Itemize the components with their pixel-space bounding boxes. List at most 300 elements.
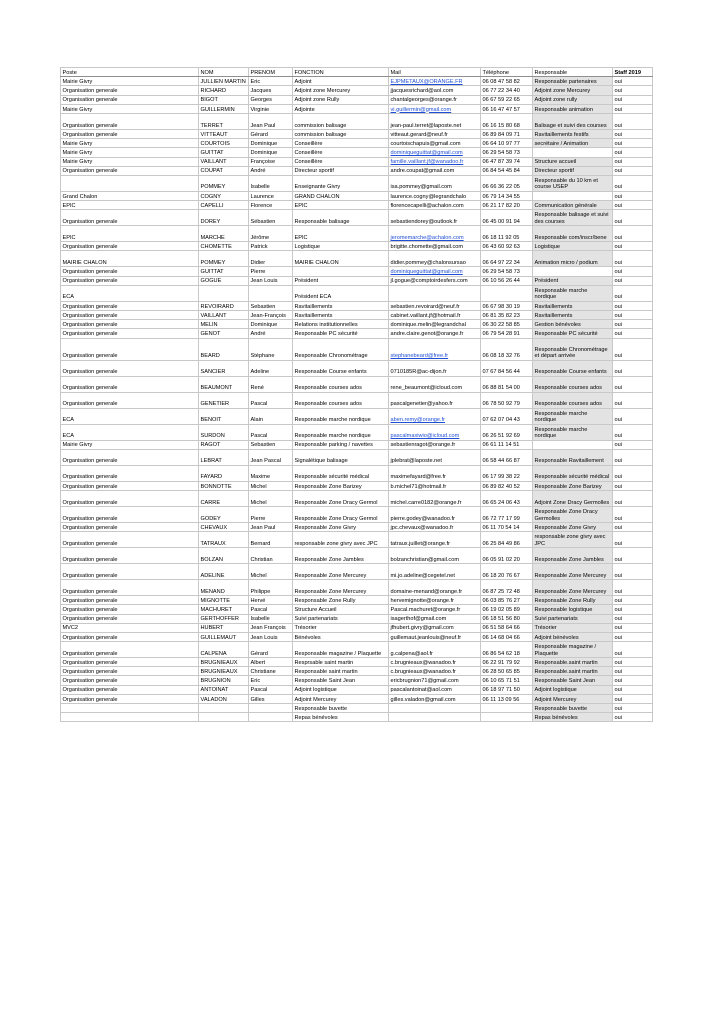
cell-nom: HUBERT bbox=[199, 623, 249, 632]
header-staff-2019: Staff 2019 bbox=[613, 68, 653, 77]
cell-prenom: Florence bbox=[249, 201, 293, 210]
cell-nom: VITTEAUT bbox=[199, 129, 249, 138]
cell-telephone: 06 08 18 32 76 bbox=[481, 338, 533, 360]
cell-prenom: Pierre bbox=[249, 267, 293, 276]
cell-prenom: Eric bbox=[249, 676, 293, 685]
cell-nom: BIGOT bbox=[199, 95, 249, 104]
cell-responsable: Responsable.saint martin bbox=[533, 667, 613, 676]
cell-nom: BOLZAN bbox=[199, 548, 249, 564]
cell-mail[interactable]: stephanebeard@free.fr bbox=[389, 338, 481, 360]
cell-staff: oui bbox=[613, 320, 653, 329]
table-row bbox=[61, 642, 653, 658]
cell-responsable: Responsable Zone Barizey bbox=[533, 481, 613, 490]
cell-fonction: Président bbox=[293, 276, 389, 285]
cell-mail: pascalantoinat@aol.com bbox=[389, 685, 481, 694]
cell-mail[interactable]: jeromemarche@achalon.com bbox=[389, 226, 481, 242]
cell-poste: Organisation generale bbox=[61, 113, 199, 129]
cell-fonction: GRAND CHALON bbox=[293, 191, 389, 200]
cell-staff: oui bbox=[613, 623, 653, 632]
cell-prenom: Jean Paul bbox=[249, 522, 293, 531]
cell-prenom bbox=[249, 704, 293, 713]
table-row bbox=[61, 95, 653, 104]
cell-nom: MACHURET bbox=[199, 605, 249, 614]
cell-poste bbox=[61, 713, 199, 722]
table-row bbox=[61, 580, 653, 596]
cell-fonction: Logistique bbox=[293, 242, 389, 251]
cell-telephone: 06 26 51 92 69 bbox=[481, 424, 533, 440]
cell-fonction: Relations institutionnelles bbox=[293, 320, 389, 329]
cell-mail: isagerthof@gmail.com bbox=[389, 614, 481, 623]
cell-nom: ADELINE bbox=[199, 564, 249, 580]
cell-poste: Organisation generale bbox=[61, 360, 199, 376]
cell-poste: Organisation generale bbox=[61, 267, 199, 276]
table-row bbox=[61, 86, 653, 95]
cell-poste: Organisation generale bbox=[61, 596, 199, 605]
cell-mail: isa.pommey@gmail.com bbox=[389, 175, 481, 191]
cell-mail: hervemignotte@orange.fr bbox=[389, 596, 481, 605]
cell-poste: Organisation generale bbox=[61, 242, 199, 251]
cell-staff: oui bbox=[613, 704, 653, 713]
cell-staff: oui bbox=[613, 440, 653, 449]
cell-mail bbox=[389, 704, 481, 713]
header-fonction: FONCTION bbox=[293, 68, 389, 77]
cell-staff: oui bbox=[613, 713, 653, 722]
cell-prenom: Albert bbox=[249, 658, 293, 667]
cell-nom: COUPAT bbox=[199, 166, 249, 175]
cell-telephone: 06 05 91 02 20 bbox=[481, 548, 533, 564]
cell-fonction: Conseillère bbox=[293, 139, 389, 148]
cell-fonction: Responsable Zone Mercurey bbox=[293, 580, 389, 596]
header-row bbox=[61, 68, 653, 77]
cell-responsable: Responsable Ravitaillement bbox=[533, 449, 613, 465]
cell-fonction: Responsable buvette bbox=[293, 704, 389, 713]
cell-telephone: 06 45 00 91 94 bbox=[481, 210, 533, 226]
cell-nom: POMMEY bbox=[199, 175, 249, 191]
cell-staff: oui bbox=[613, 113, 653, 129]
cell-poste: Organisation generale bbox=[61, 580, 199, 596]
cell-poste: Organisation generale bbox=[61, 129, 199, 138]
table-row bbox=[61, 285, 653, 301]
cell-staff: oui bbox=[613, 267, 653, 276]
cell-responsable: Responsable balisage et suivi des courses bbox=[533, 210, 613, 226]
cell-poste: Mairie Givry bbox=[61, 157, 199, 166]
cell-responsable: Responsable sécurité médical bbox=[533, 465, 613, 481]
table-row bbox=[61, 376, 653, 392]
cell-nom: MIGNOTTE bbox=[199, 596, 249, 605]
cell-nom: COURTOIS bbox=[199, 139, 249, 148]
table-row bbox=[61, 166, 653, 175]
cell-responsable bbox=[533, 440, 613, 449]
cell-telephone: 06 89 84 09 71 bbox=[481, 129, 533, 138]
cell-responsable: responsable zone givry avec JPC bbox=[533, 532, 613, 548]
table-row bbox=[61, 226, 653, 242]
cell-telephone: 06 10 65 71 51 bbox=[481, 676, 533, 685]
cell-nom: JULLIEN MARTIN bbox=[199, 77, 249, 86]
cell-poste: EPIC bbox=[61, 201, 199, 210]
cell-poste: MAIRIE CHALON bbox=[61, 251, 199, 267]
cell-telephone: 06 87 25 72 48 bbox=[481, 580, 533, 596]
cell-fonction: Resprsable saint martin bbox=[293, 658, 389, 667]
cell-staff: oui bbox=[613, 532, 653, 548]
cell-telephone: 06 79 54 28 91 bbox=[481, 329, 533, 338]
spreadsheet bbox=[60, 67, 653, 722]
cell-responsable: Adjoint Zone Dracy Germolles bbox=[533, 490, 613, 506]
cell-responsable: Suivi partenariats bbox=[533, 614, 613, 623]
cell-prenom: Jérôme bbox=[249, 226, 293, 242]
cell-prenom bbox=[249, 285, 293, 301]
cell-telephone: 06 72 77 17 99 bbox=[481, 506, 533, 522]
cell-poste: Organisation generale bbox=[61, 506, 199, 522]
table-row bbox=[61, 465, 653, 481]
cell-fonction: Responsable Zone Rully bbox=[293, 596, 389, 605]
cell-fonction: Responsable marche nordique bbox=[293, 424, 389, 440]
cell-responsable: Responsable.saint martin bbox=[533, 658, 613, 667]
cell-prenom: Jean Pascal bbox=[249, 449, 293, 465]
cell-fonction: responsable zone givry avec JPC bbox=[293, 532, 389, 548]
table-row bbox=[61, 175, 653, 191]
cell-responsable: Responsable marche nordique bbox=[533, 408, 613, 424]
cell-mail[interactable]: dominiqueguittat@gmail.com bbox=[389, 148, 481, 157]
cell-mail: jfhubert.givry@gmail.com bbox=[389, 623, 481, 632]
cell-responsable: Responsable Zone Rully bbox=[533, 596, 613, 605]
cell-prenom: Sébastien bbox=[249, 210, 293, 226]
cell-prenom: Maxime bbox=[249, 465, 293, 481]
cell-fonction: Bénévoles bbox=[293, 632, 389, 641]
header-nom: NOM bbox=[199, 68, 249, 77]
cell-mail: jl.gogue@comptoirdesfers.com bbox=[389, 276, 481, 285]
cell-responsable: Responsable marche nordique bbox=[533, 424, 613, 440]
cell-nom: REVOIRARD bbox=[199, 301, 249, 310]
cell-responsable: Responsable Zone Mercurey bbox=[533, 564, 613, 580]
cell-poste: Organisation generale bbox=[61, 166, 199, 175]
table-row bbox=[61, 713, 653, 722]
cell-prenom: Sebastien bbox=[249, 301, 293, 310]
cell-telephone: 06 18 51 56 80 bbox=[481, 614, 533, 623]
table-row bbox=[61, 408, 653, 424]
cell-nom: SURDON bbox=[199, 424, 249, 440]
cell-prenom: Eric bbox=[249, 77, 293, 86]
cell-telephone: 06 16 47 47 57 bbox=[481, 104, 533, 113]
cell-staff: oui bbox=[613, 301, 653, 310]
cell-staff: oui bbox=[613, 226, 653, 242]
cell-nom: VAILLANT bbox=[199, 311, 249, 320]
table-row bbox=[61, 329, 653, 338]
cell-nom: LEBRAT bbox=[199, 449, 249, 465]
cell-nom: GUILLEMAUT bbox=[199, 632, 249, 641]
cell-staff: oui bbox=[613, 667, 653, 676]
cell-responsable: Responsable magazine / Plaquette bbox=[533, 642, 613, 658]
cell-fonction: Adjointe bbox=[293, 104, 389, 113]
cell-telephone: 06 25 84 49 86 bbox=[481, 532, 533, 548]
table-row bbox=[61, 360, 653, 376]
cell-telephone: 06 67 98 30 19 bbox=[481, 301, 533, 310]
cell-telephone: 06 88 81 54 00 bbox=[481, 376, 533, 392]
cell-telephone: 06 67 59 22 65 bbox=[481, 95, 533, 104]
cell-telephone: 06 17 99 38 22 bbox=[481, 465, 533, 481]
cell-poste: Mairie Givry bbox=[61, 440, 199, 449]
cell-responsable: Communication générale bbox=[533, 201, 613, 210]
cell-nom: BEAUMONT bbox=[199, 376, 249, 392]
table-row bbox=[61, 564, 653, 580]
table-row bbox=[61, 614, 653, 623]
table-row bbox=[61, 704, 653, 713]
cell-staff: oui bbox=[613, 449, 653, 465]
cell-nom: CHEVAUX bbox=[199, 522, 249, 531]
table-row bbox=[61, 242, 653, 251]
cell-poste: ECA bbox=[61, 408, 199, 424]
cell-nom: BRUGNIEAUX bbox=[199, 658, 249, 667]
cell-nom: MARCHE bbox=[199, 226, 249, 242]
cell-staff: oui bbox=[613, 251, 653, 267]
cell-telephone: 07 62 07 04 43 bbox=[481, 408, 533, 424]
cell-telephone: 06 66 36 22 05 bbox=[481, 175, 533, 191]
cell-mail: sebastiendorey@outlook.fr bbox=[389, 210, 481, 226]
cell-telephone: 06 79 14 34 55 bbox=[481, 191, 533, 200]
cell-prenom: Hervé bbox=[249, 596, 293, 605]
cell-fonction: Responsable balisage bbox=[293, 210, 389, 226]
table-row bbox=[61, 676, 653, 685]
cell-poste: Organisation generale bbox=[61, 605, 199, 614]
cell-responsable: Structure accueil bbox=[533, 157, 613, 166]
cell-staff: oui bbox=[613, 242, 653, 251]
cell-fonction: Conseillère bbox=[293, 148, 389, 157]
cell-mail[interactable]: famille.vaillant.jf@wanadoo.fr bbox=[389, 157, 481, 166]
cell-nom: BENOIT bbox=[199, 408, 249, 424]
cell-poste: Organisation generale bbox=[61, 614, 199, 623]
cell-staff: oui bbox=[613, 95, 653, 104]
table-row bbox=[61, 191, 653, 200]
cell-staff: oui bbox=[613, 506, 653, 522]
cell-fonction: Adjoint bbox=[293, 77, 389, 86]
cell-fonction: Responsable Chronométrage bbox=[293, 338, 389, 360]
cell-mail[interactable]: vi.guillermin@gmail.com bbox=[389, 104, 481, 113]
cell-mail[interactable]: pascalmaxiwio@icloud.com bbox=[389, 424, 481, 440]
cell-poste: MVC2 bbox=[61, 623, 199, 632]
cell-mail: pascalgenetier@yahoo.fr bbox=[389, 392, 481, 408]
cell-prenom: Pascal bbox=[249, 392, 293, 408]
cell-fonction: Responsable saint martin bbox=[293, 667, 389, 676]
cell-prenom: Christian bbox=[249, 548, 293, 564]
cell-telephone: 06 08 47 58 82 bbox=[481, 77, 533, 86]
cell-nom bbox=[199, 704, 249, 713]
cell-nom: FAYARD bbox=[199, 465, 249, 481]
cell-fonction: Signalétique balisage bbox=[293, 449, 389, 465]
cell-fonction: commission balisage bbox=[293, 129, 389, 138]
cell-staff: oui bbox=[613, 129, 653, 138]
cell-poste: Organisation generale bbox=[61, 329, 199, 338]
cell-staff: oui bbox=[613, 564, 653, 580]
cell-nom: GOGUE bbox=[199, 276, 249, 285]
cell-nom: GODEY bbox=[199, 506, 249, 522]
cell-nom: SANCIER bbox=[199, 360, 249, 376]
cell-fonction: Responsable parking / navettes bbox=[293, 440, 389, 449]
cell-telephone bbox=[481, 713, 533, 722]
cell-prenom: René bbox=[249, 376, 293, 392]
cell-mail: sebastienragot@orange.fr bbox=[389, 440, 481, 449]
cell-prenom: Stéphane bbox=[249, 338, 293, 360]
cell-staff: oui bbox=[613, 580, 653, 596]
cell-poste: Organisation generale bbox=[61, 392, 199, 408]
cell-responsable: Responsable Zone Givry bbox=[533, 522, 613, 531]
cell-nom: GUITTAT bbox=[199, 267, 249, 276]
cell-staff: oui bbox=[613, 481, 653, 490]
cell-telephone: 06 78 50 92 79 bbox=[481, 392, 533, 408]
cell-mail[interactable]: dominiqueguittat@gmail.com bbox=[389, 267, 481, 276]
cell-responsable: Adjoint zone Mercurey bbox=[533, 86, 613, 95]
cell-fonction: Ravitaillements bbox=[293, 301, 389, 310]
cell-staff: oui bbox=[613, 104, 653, 113]
cell-responsable: Président bbox=[533, 276, 613, 285]
cell-prenom: Jean Louis bbox=[249, 632, 293, 641]
cell-mail: vitteaut.gerard@neuf.fr bbox=[389, 129, 481, 138]
cell-prenom: Didier bbox=[249, 251, 293, 267]
cell-responsable: Responsable logistique bbox=[533, 605, 613, 614]
cell-mail: pierre.godey@wanadoo.fr bbox=[389, 506, 481, 522]
table-row bbox=[61, 490, 653, 506]
cell-poste: Organisation generale bbox=[61, 449, 199, 465]
cell-mail: ericbrugnion71@gmail.com bbox=[389, 676, 481, 685]
cell-responsable: Adjoint logistique bbox=[533, 685, 613, 694]
cell-telephone: 06 14 68 04 66 bbox=[481, 632, 533, 641]
cell-mail: courtoischapuis@gmail.com bbox=[389, 139, 481, 148]
cell-telephone: 06 81 35 82 23 bbox=[481, 311, 533, 320]
cell-staff: oui bbox=[613, 548, 653, 564]
cell-nom: COGNY bbox=[199, 191, 249, 200]
table-row bbox=[61, 104, 653, 113]
cell-telephone: 07 67 84 56 44 bbox=[481, 360, 533, 376]
cell-poste: Organisation generale bbox=[61, 95, 199, 104]
cell-mail: didier.pommey@chalonsursao bbox=[389, 251, 481, 267]
cell-responsable: Ravitaillements festifs bbox=[533, 129, 613, 138]
cell-responsable: Responsable PC sécurité bbox=[533, 329, 613, 338]
cell-staff: oui bbox=[613, 392, 653, 408]
table-row bbox=[61, 251, 653, 267]
cell-prenom: Christiane bbox=[249, 667, 293, 676]
cell-fonction: Responsable Zone Barizey bbox=[293, 481, 389, 490]
cell-staff: oui bbox=[613, 596, 653, 605]
cell-staff: oui bbox=[613, 139, 653, 148]
cell-staff: oui bbox=[613, 148, 653, 157]
cell-poste: Mairie Givry bbox=[61, 77, 199, 86]
cell-nom: VALADON bbox=[199, 694, 249, 703]
cell-prenom: Michel bbox=[249, 490, 293, 506]
cell-prenom: Patrick bbox=[249, 242, 293, 251]
cell-prenom: Pierre bbox=[249, 506, 293, 522]
table-row bbox=[61, 449, 653, 465]
cell-poste: Organisation generale bbox=[61, 694, 199, 703]
cell-mail[interactable]: EJPMETAUX@ORANGE.FR bbox=[389, 77, 481, 86]
cell-fonction: Responsable courses ados bbox=[293, 392, 389, 408]
cell-telephone bbox=[481, 704, 533, 713]
cell-fonction: Responsable Zone Mercurey bbox=[293, 564, 389, 580]
cell-fonction: Adjoint zone Rully bbox=[293, 95, 389, 104]
cell-fonction: Suivi partenariats bbox=[293, 614, 389, 623]
cell-poste: Mairie Givry bbox=[61, 148, 199, 157]
table-row bbox=[61, 338, 653, 360]
cell-prenom: André bbox=[249, 166, 293, 175]
cell-staff: oui bbox=[613, 210, 653, 226]
cell-fonction: EPIC bbox=[293, 201, 389, 210]
cell-mail: andre.claire.genot@orange.fr bbox=[389, 329, 481, 338]
cell-staff: oui bbox=[613, 201, 653, 210]
cell-responsable: Balisage et suivi des courses bbox=[533, 113, 613, 129]
cell-nom: CHOMETTE bbox=[199, 242, 249, 251]
cell-poste: Organisation generale bbox=[61, 532, 199, 548]
table-row bbox=[61, 129, 653, 138]
cell-staff: oui bbox=[613, 166, 653, 175]
cell-nom bbox=[199, 713, 249, 722]
cell-telephone: 06 18 97 71 50 bbox=[481, 685, 533, 694]
cell-prenom: Michel bbox=[249, 564, 293, 580]
table-row bbox=[61, 311, 653, 320]
cell-mail: 0710185R@ac-dijon.fr bbox=[389, 360, 481, 376]
cell-prenom: Philippe bbox=[249, 580, 293, 596]
cell-poste bbox=[61, 704, 199, 713]
table-row bbox=[61, 522, 653, 531]
cell-responsable: Adjoint Mercurey bbox=[533, 694, 613, 703]
cell-responsable: Ravitaillements bbox=[533, 301, 613, 310]
cell-mail: sebastien.revoirard@neuf.fr bbox=[389, 301, 481, 310]
cell-mail[interactable]: aben.remy@orange.fr bbox=[389, 408, 481, 424]
cell-mail: gilles.valadon@gmail.com bbox=[389, 694, 481, 703]
table-row bbox=[61, 548, 653, 564]
cell-telephone: 06 61 11 14 51 bbox=[481, 440, 533, 449]
cell-prenom: Pascal bbox=[249, 424, 293, 440]
cell-fonction: Responsable magazine / Plaquette bbox=[293, 642, 389, 658]
cell-prenom: Dominique bbox=[249, 320, 293, 329]
table-row bbox=[61, 392, 653, 408]
cell-prenom: Alain bbox=[249, 408, 293, 424]
cell-responsable bbox=[533, 148, 613, 157]
table-row bbox=[61, 632, 653, 641]
cell-poste: Organisation generale bbox=[61, 642, 199, 658]
cell-mail: jjacquesrichard@aol.com bbox=[389, 86, 481, 95]
cell-nom: TERRET bbox=[199, 113, 249, 129]
cell-prenom: Jean Paul bbox=[249, 113, 293, 129]
cell-mail: g.calpena@aol.fr bbox=[389, 642, 481, 658]
cell-prenom: Françoise bbox=[249, 157, 293, 166]
cell-prenom: Virginie bbox=[249, 104, 293, 113]
cell-fonction: Responsable Zone Givry bbox=[293, 522, 389, 531]
cell-mail: mi.jo.adeline@cegetel.net bbox=[389, 564, 481, 580]
cell-staff: oui bbox=[613, 658, 653, 667]
cell-responsable: Responsable Saint Jean bbox=[533, 676, 613, 685]
cell-telephone: 06 30 22 58 85 bbox=[481, 320, 533, 329]
header-poste: Poste bbox=[61, 68, 199, 77]
cell-staff: oui bbox=[613, 329, 653, 338]
table-body bbox=[61, 77, 653, 722]
table-row bbox=[61, 139, 653, 148]
cell-staff: oui bbox=[613, 424, 653, 440]
cell-responsable: Responsable courses ados bbox=[533, 376, 613, 392]
cell-poste: Organisation generale bbox=[61, 522, 199, 531]
cell-telephone: 06 11 13 09 56 bbox=[481, 694, 533, 703]
cell-staff: oui bbox=[613, 465, 653, 481]
cell-prenom: Jean-François bbox=[249, 311, 293, 320]
cell-nom: CARRE bbox=[199, 490, 249, 506]
table-row bbox=[61, 77, 653, 86]
cell-nom: CAPELLI bbox=[199, 201, 249, 210]
cell-telephone: 06 11 70 54 14 bbox=[481, 522, 533, 531]
cell-mail: domaine-menand@orange.fr bbox=[389, 580, 481, 596]
cell-poste: Mairie Givry bbox=[61, 104, 199, 113]
cell-poste: Organisation generale bbox=[61, 481, 199, 490]
cell-telephone: 06 89 82 40 52 bbox=[481, 481, 533, 490]
cell-poste: Organisation generale bbox=[61, 632, 199, 641]
cell-nom: RAGOT bbox=[199, 440, 249, 449]
table-row bbox=[61, 276, 653, 285]
cell-mail: Pascal.machuret@orange.fr bbox=[389, 605, 481, 614]
